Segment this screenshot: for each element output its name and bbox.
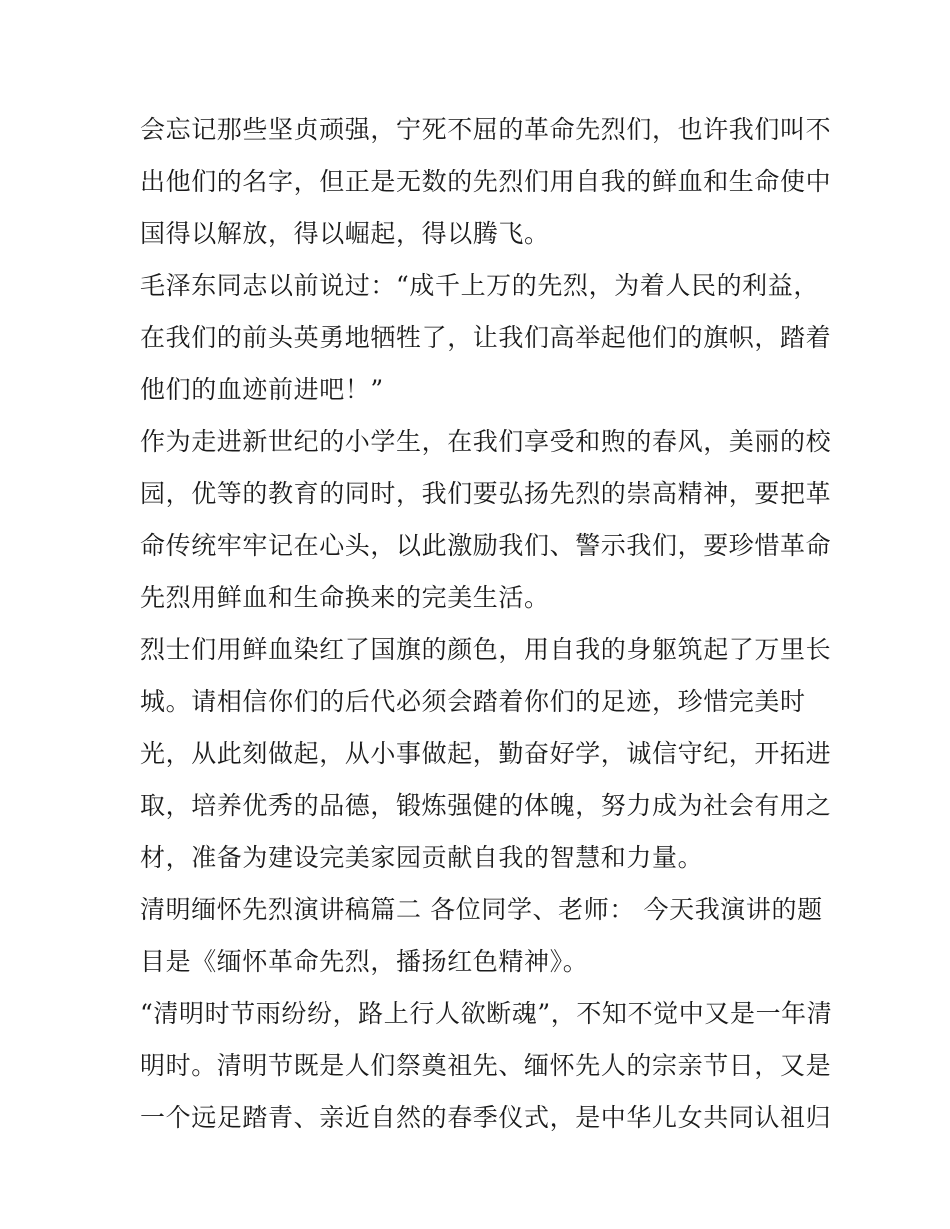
text-line: 目是《缅怀革命先烈，播扬红色精神》。 — [140, 947, 589, 976]
text-line: 材，准备为建设完美家园贡献自我的智慧和力量。 — [140, 843, 704, 872]
text-line: 取，培养优秀的品德，锻炼强健的体魄，努力成为社会有用之 — [140, 791, 832, 820]
text-line: 明时。清明节既是人们祭奠祖先、缅怀先人的宗亲节日，又是 — [140, 1051, 832, 1080]
text-line: 城。请相信你们的后代必须会踏着你们的足迹，珍惜完美时 — [140, 687, 806, 716]
text-line: 他们的血迹前进吧！” — [140, 375, 384, 404]
text-line: 毛泽东同志以前说过：“成千上万的先烈，为着人民的利益， — [140, 271, 819, 300]
text-line: 会忘记那些坚贞顽强，宁死不屈的革命先烈们，也许我们叫不 — [140, 115, 832, 144]
text-line: 烈士们用鲜血染红了国旗的颜色，用自我的身躯筑起了万里长 — [140, 635, 832, 664]
text-line: 命传统牢牢记在心头，以此激励我们、警示我们，要珍惜革命 — [140, 531, 832, 560]
text-line: 作为走进新世纪的小学生，在我们享受和煦的春风，美丽的校 — [140, 427, 832, 456]
text-line: 光，从此刻做起，从小事做起，勤奋好学，诚信守纪，开拓进 — [140, 739, 832, 768]
text-line: 出他们的名字，但正是无数的先烈们用自我的鲜血和生命使中 — [140, 167, 832, 196]
text-line: 园，优等的教育的同时，我们要弘扬先烈的崇高精神，要把革 — [140, 479, 832, 508]
text-line: 国得以解放，得以崛起，得以腾飞。 — [140, 219, 550, 248]
text-line: 一个远足踏青、亲近自然的春季仪式，是中华儿女共同认祖归 — [140, 1103, 832, 1132]
text-line: “清明时节雨纷纷，路上行人欲断魂”，不知不觉中又是一年清 — [140, 999, 833, 1028]
document-body — [140, 104, 833, 1144]
text-line: 在我们的前头英勇地牺牲了，让我们高举起他们的旗帜，踏着 — [140, 323, 832, 352]
text-line: 先烈用鲜血和生命换来的完美生活。 — [140, 583, 550, 612]
text-line: 清明缅怀先烈演讲稿篇二 各位同学、老师： 今天我演讲的题 — [140, 895, 823, 924]
